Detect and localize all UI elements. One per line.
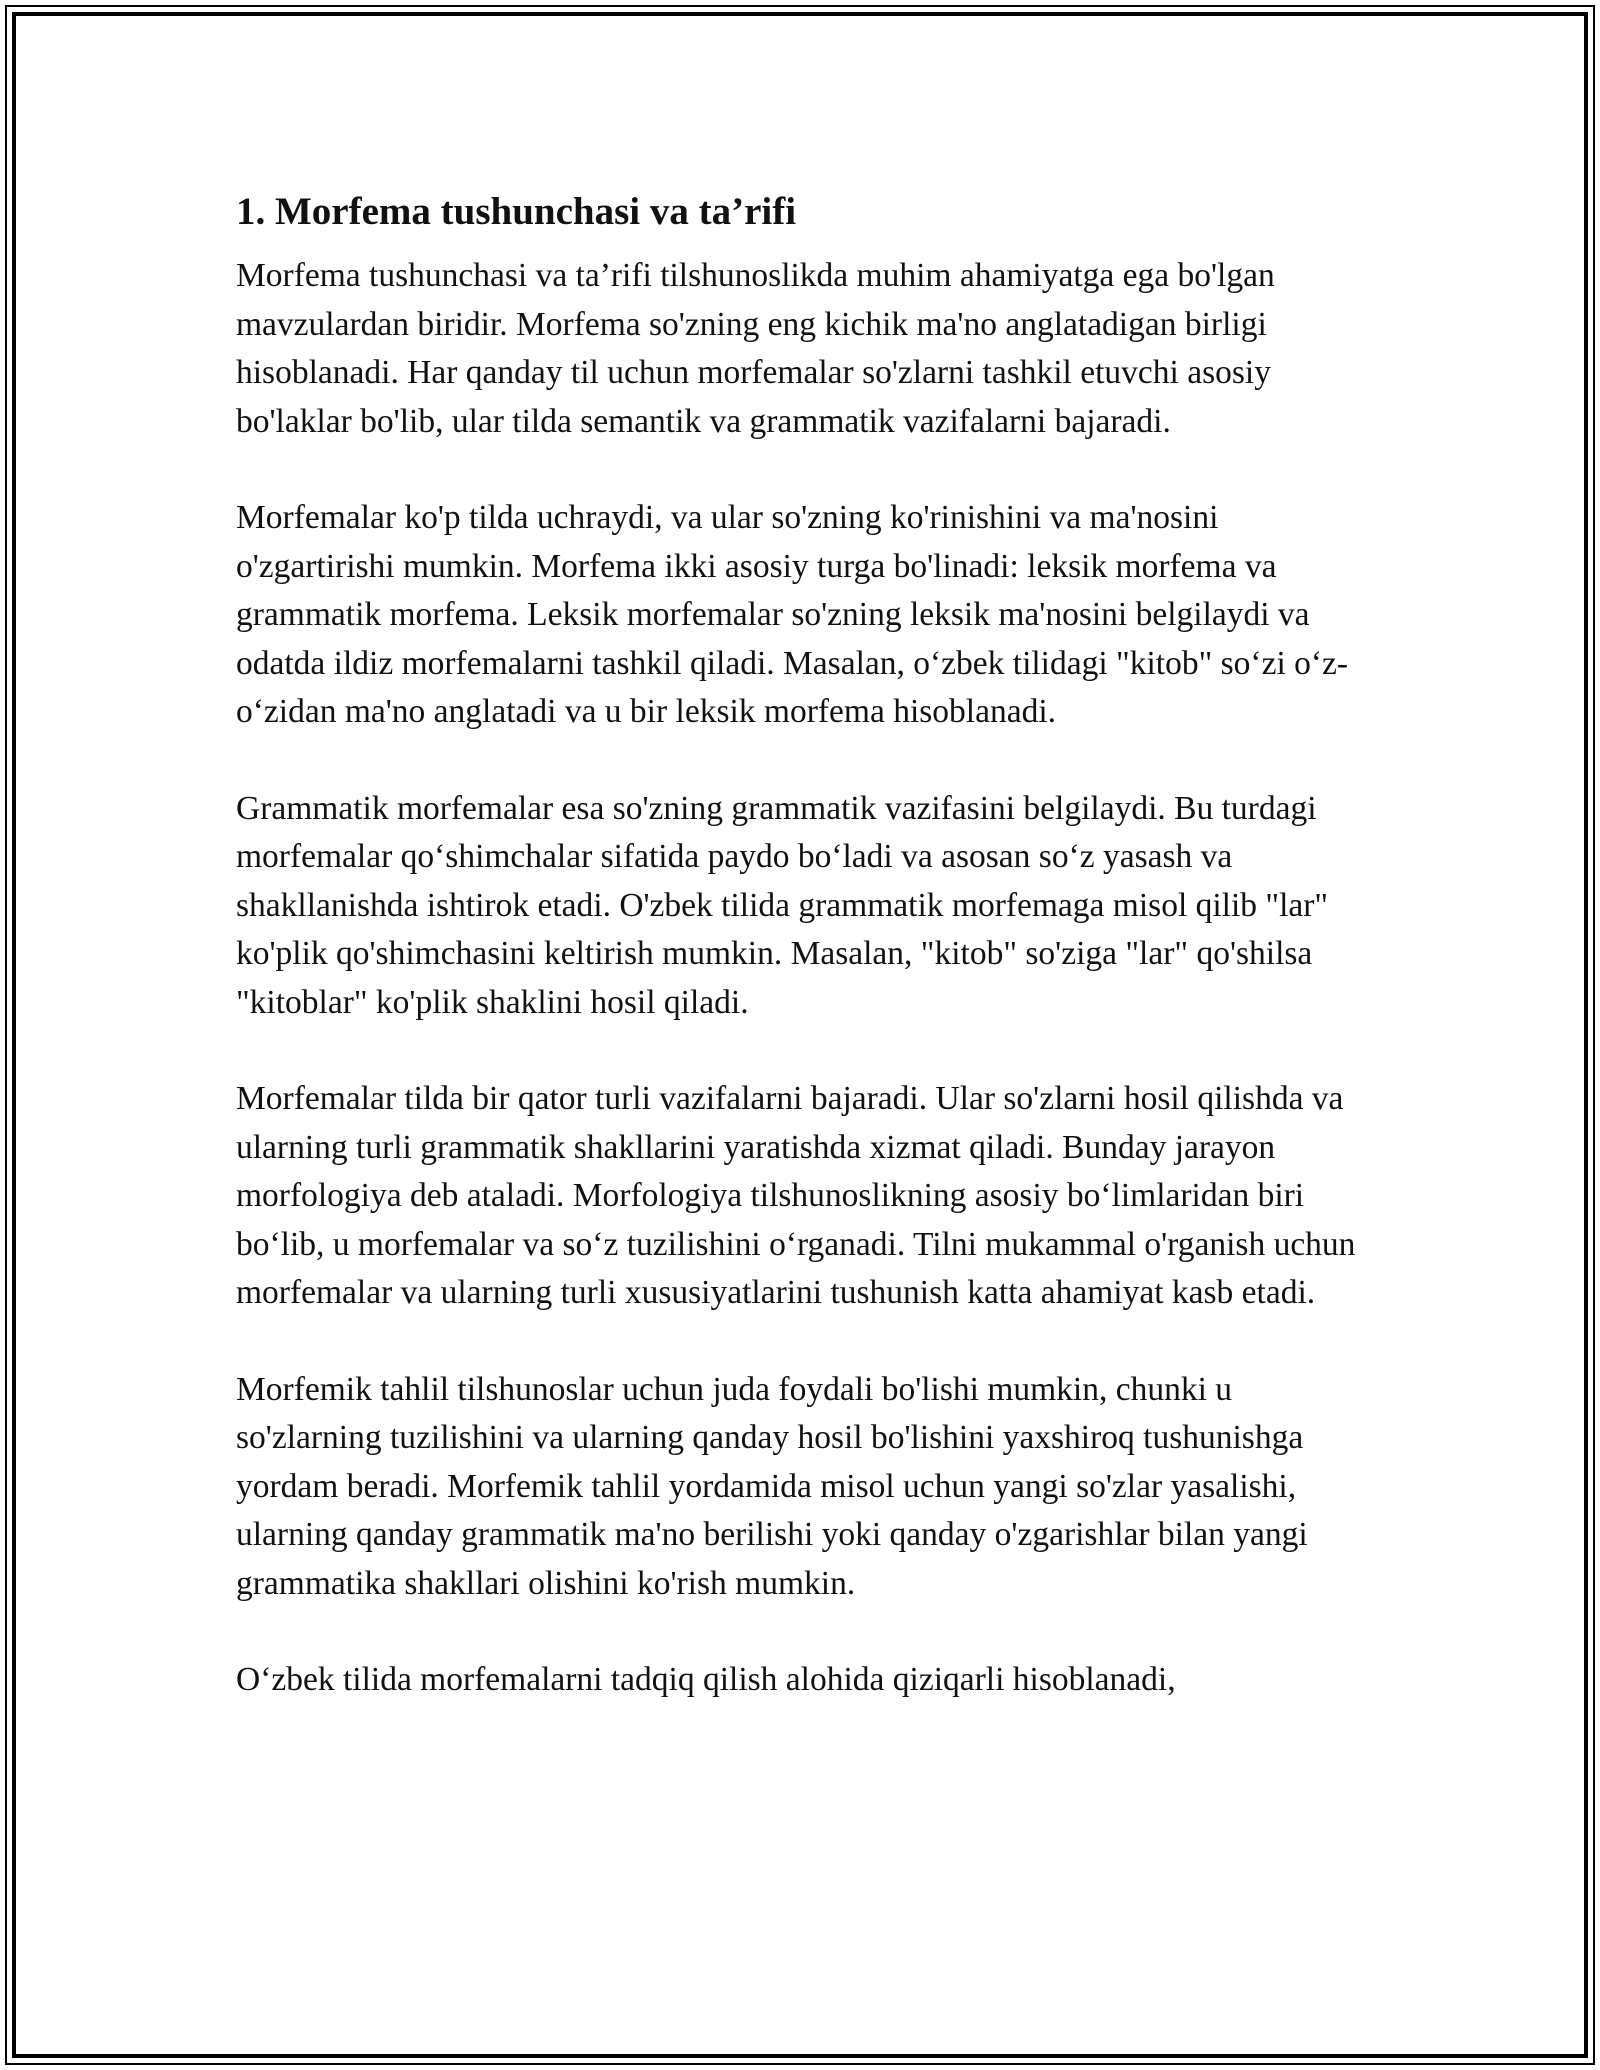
paragraph-4: Morfemalar tilda bir qator turli vazifalarni bajaradi. Ular so'zlarni hosil qilishda va ularning turli grammatik shakllarini yaratishda xizmat qiladi. Bunday jarayon morfologiya deb ataladi. Morfologiya tilshunoslikning asosiy bo‘limlaridan biri bo‘lib, u morfemalar va so‘z tuzilishini o‘rganadi. Tilni mukammal o'rganish uchun morfemalar va ularning turli xususiyatlarini tushunish katta ahamiyat kasb etadi. — [236, 1080, 1356, 1311]
paragraph-2: Morfemalar ko'p tilda uchraydi, va ular so'zning ko'rinishini va ma'nosini o'zgartirishi mumkin. Morfema ikki asosiy turga bo'linadi: leksik morfema va grammatik morfema. Leksik morfemalar so'zning leksik ma'nosini belgilaydi va odatda ildiz morfemalarni tashkil qiladi. Masalan, o‘zbek tilidagi "kitob" so‘zi o‘z- o‘zidan ma'no anglatadi va u bir leksik morfema hisoblanadi. — [236, 499, 1349, 730]
paragraph-5: Morfemik tahlil tilshunoslar uchun juda foydali bo'lishi mumkin, chunki u so'zlarning tuzilishini va ularning qanday hosil bo'lishini yaxshiroq tushunishga yordam beradi. Morfemik tahlil yordamida misol uchun yangi so'zlar yasalishi, ularning qanday grammatik ma'no berilishi yoki qanday o'zgarishlar bilan yangi grammatika shakllari olishini ko'rish mumkin. — [236, 1370, 1308, 1602]
document-body — [236, 186, 1356, 1753]
paragraph-6: O‘zbek tilida morfemalarni tadqiq qilish alohida qiziqarli hisoblanadi, — [236, 1661, 1176, 1698]
section-heading: 1. Morfema tushunchasi va ta’rifi — [236, 190, 797, 233]
paragraph-1: Morfema tushunchasi va ta’rifi tilshunoslikda muhim ahamiyatga ega bo'lgan mavzulardan biridir. Morfema so'zning eng kichik ma'no anglatadigan birligi hisoblanadi. Har qanday til uchun morfemalar so'zlarni tashkil etuvchi asosiy bo'laklar bo'lib, ular tilda semantik va grammatik vazifalarni bajaradi. — [236, 257, 1275, 440]
paragraph-3: Grammatik morfemalar esa so'zning grammatik vazifasini belgilaydi. Bu turdagi morfemalar qo‘shimchalar sifatida paydo bo‘ladi va asosan so‘z yasash va shakllanishda ishtirok etadi. O'zbek tilida grammatik morfemaga misol qilib "lar" ko'plik qo'shimchasini keltirish mumkin. Masalan, "kitob" so'ziga "lar" qo'shilsa "kitoblar" ko'plik shaklini hosil qiladi. — [236, 789, 1329, 1021]
